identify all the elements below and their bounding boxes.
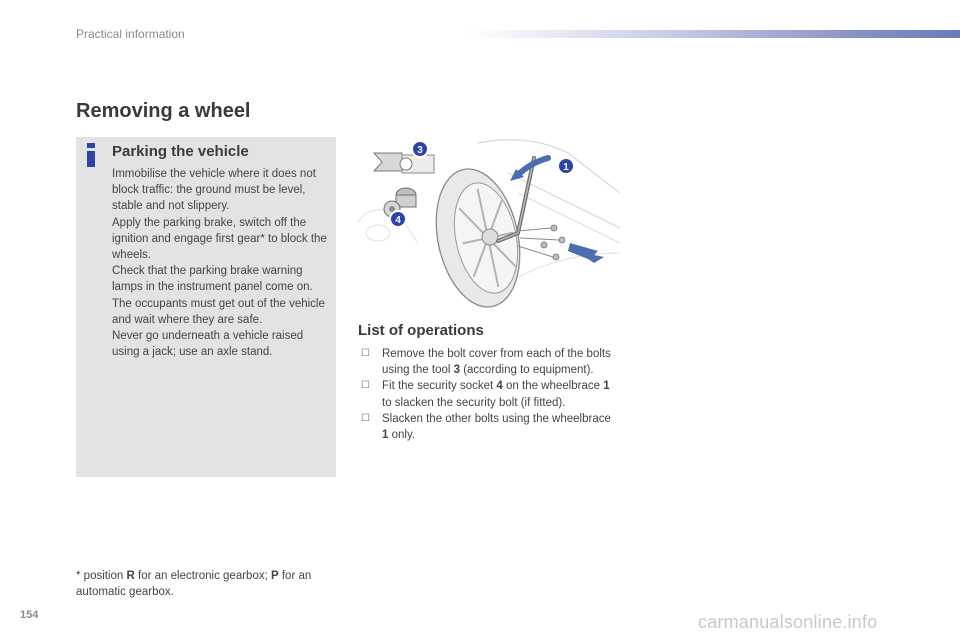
callout-4-label: 4 [395,215,401,226]
info-paragraph: Never go underneath a vehicle raised using a jack; use an axle stand. [112,330,304,359]
watermark: carmanualsonline.info [698,612,878,632]
callout-1 [558,158,574,174]
info-box-title: Parking the vehicle [112,143,249,160]
list-item: ☐ Slacken the other bolts using the wheelbrace 1 only. [361,412,611,442]
checkbox-bullet-icon: ☐ [361,348,370,359]
info-box [76,137,336,477]
footnote: * position R for an electronic gearbox; P for an automatic gearbox. [76,570,312,598]
callout-1-label: 1 [563,162,569,173]
section-title: Practical information [76,27,185,41]
info-box-body [112,166,328,360]
header-gradient-bar [470,30,960,38]
info-paragraph: Apply the parking brake, switch off the ignition and engage first gear* to block the wheels. [112,216,327,262]
info-paragraph: Check that the parking brake warning lamps in the instrument panel come on. [112,265,313,294]
wheel-removal-illustration [358,133,620,310]
operations-title: List of operations [358,322,484,339]
checkbox-bullet-icon: ☐ [361,412,370,424]
operations-list [358,346,614,443]
list-item: ☐ Remove the bolt cover from each of the bolts using the tool 3 (according to equipment). [361,348,611,377]
page-heading: Removing a wheel [76,100,251,122]
page-number: 154 [20,609,39,621]
callout-3-label: 3 [417,145,423,156]
callout-3 [412,141,428,157]
callout-4 [390,211,406,227]
checkbox-bullet-icon: ☐ [361,380,370,392]
info-icon [85,143,97,167]
info-paragraph: The occupants must get out of the vehicle and wait where they are safe. [112,297,325,326]
info-paragraph: Immobilise the vehicle where it does not block traffic: the ground must be level, stable and not slippery. [112,168,316,213]
list-item: ☐ Fit the security socket 4 on the wheelbrace 1 to slacken the security bolt (if fitted). [361,380,610,409]
